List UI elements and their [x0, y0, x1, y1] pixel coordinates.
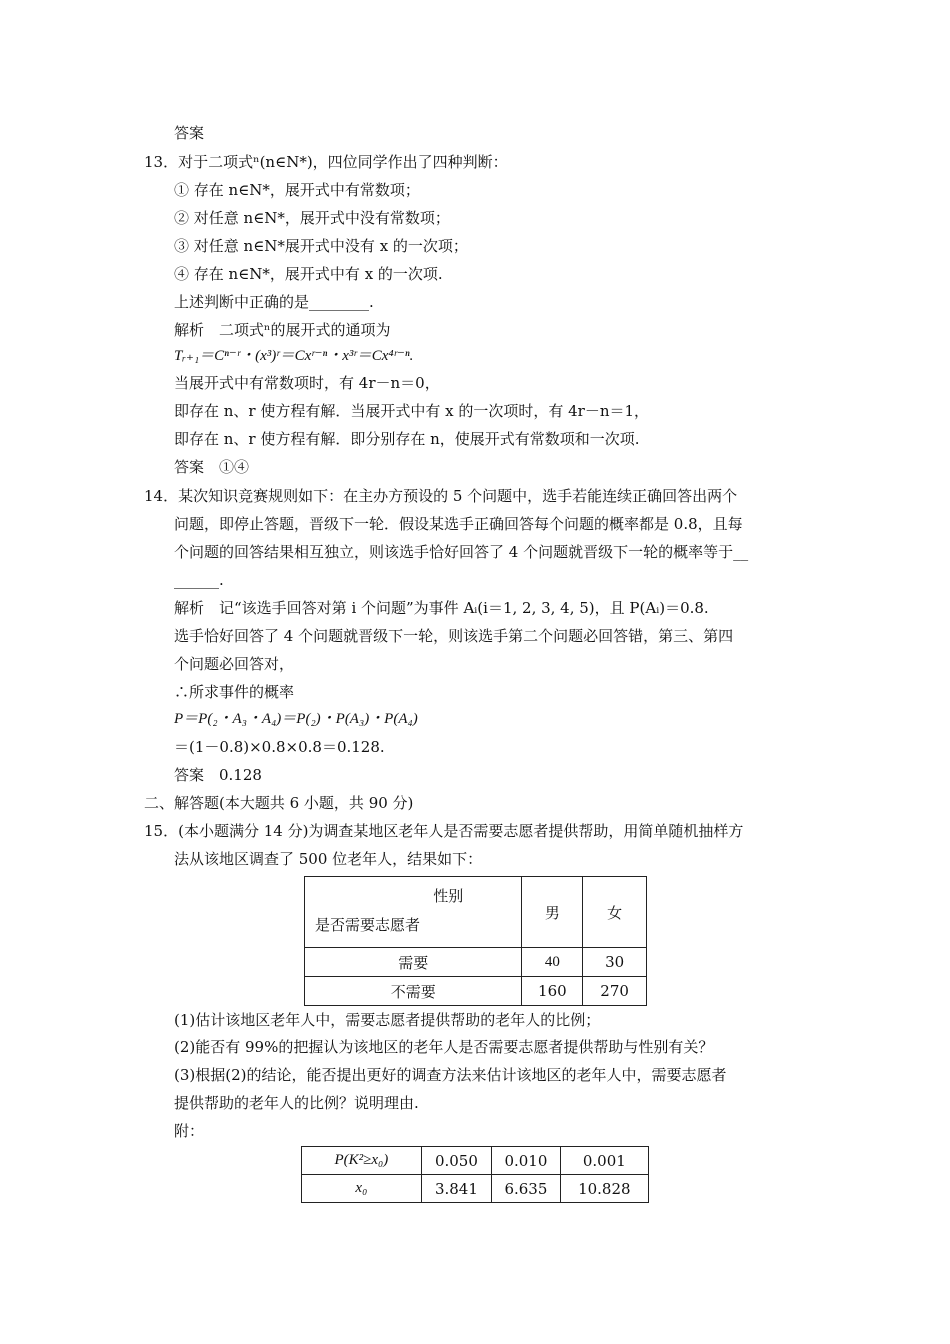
cell: 6.635: [492, 1175, 561, 1203]
q13-answer: 答案 ①④: [174, 458, 250, 476]
appendix-label: 附：: [174, 1122, 205, 1140]
cell: 3.841: [421, 1175, 491, 1203]
table-row: [305, 977, 647, 1006]
cell: 0.010: [492, 1147, 561, 1175]
cell: 0.050: [421, 1147, 491, 1175]
survey-table: [304, 876, 647, 1006]
q14-solution-line-4: ∴所求事件的概率: [174, 683, 295, 701]
q13-option-4: ④ 存在 n∈N*，展开式中有 x 的一次项.: [174, 265, 443, 283]
q15-part-1: (1)估计该地区老年人中，需要志愿者提供帮助的老年人的比例；: [174, 1011, 601, 1029]
cell-male: 160: [522, 977, 583, 1006]
q14-solution-line-2: 选手恰好回答了 4 个问题就晋级下一轮，则该选手第二个问题必回答错，第三、第四: [174, 627, 734, 645]
table-row: [302, 1175, 649, 1203]
question-14-line-4: ______.: [174, 571, 224, 589]
table-row: [305, 948, 647, 977]
question-14-line-2: 问题，即停止答题，晋级下一轮．假设某选手正确回答每个问题的概率都是 0.8，且每: [174, 515, 743, 533]
answer-label-q12: 答案: [174, 124, 205, 142]
question-14-line-1: 14．某次知识竞赛规则如下：在主办方预设的 5 个问题中，选手若能连续正确回答出两个: [144, 487, 738, 505]
row-label: x₀: [302, 1175, 422, 1203]
critical-value-table: [301, 1146, 649, 1203]
q14-solution-line-1: 解析 记“该选手回答对第 i 个问题”为事件 Aᵢ(i＝1, 2, 3, 4, 5)，且 P(Aᵢ)＝0.8.: [174, 599, 709, 617]
q14-solution-line-3: 个问题必回答对，: [174, 655, 295, 673]
q14-solution-line-6: ＝(1－0.8)×0.8×0.8＝0.128.: [174, 738, 385, 756]
q13-solution-formula: Tᵣ₊₁＝Cⁿ⁻ʳ・(x³)ʳ＝Cxʳ⁻ⁿ・x³ʳ＝Cx⁴ʳ⁻ⁿ.: [174, 348, 414, 364]
cell-female: 270: [583, 977, 647, 1006]
question-14-line-3: 个问题的回答结果相互独立，则该选手恰好回答了 4 个问题就晋级下一轮的概率等于__: [174, 543, 749, 561]
q15-part-3-line-1: (3)根据(2)的结论，能否提出更好的调查方法来估计该地区的老年人中，需要志愿者: [174, 1066, 727, 1084]
q15-part-3-line-2: 提供帮助的老年人的比例？说明理由.: [174, 1094, 419, 1112]
q13-option-2: ② 对任意 n∈N*，展开式中没有常数项；: [174, 209, 450, 227]
q13-solution-line-4: 即存在 n、r 使方程有解．当展开式中有 x 的一次项时，有 4r－n＝1，: [174, 402, 650, 420]
q13-solution-line-3: 当展开式中有常数项时，有 4r－n＝0，: [174, 374, 440, 392]
header-need-label: 是否需要志愿者: [315, 916, 421, 934]
cell-female: 30: [583, 948, 647, 977]
question-13-title: 13．对于二项式ⁿ(n∈N*)，四位同学作出了四种判断：: [144, 153, 508, 171]
q14-answer: 答案 0.128: [174, 766, 262, 784]
q13-solution-line-5: 即存在 n、r 使方程有解．即分别存在 n，使展开式有常数项和一次项.: [174, 430, 640, 448]
header-female: 女: [583, 877, 647, 948]
cell-male: 40: [522, 948, 583, 977]
row-label: 需要: [305, 948, 522, 977]
header-gender-label: 性别: [433, 887, 464, 905]
q15-part-2: (2)能否有 99%的把握认为该地区的老年人是否需要志愿者提供帮助与性别有关？: [174, 1038, 714, 1056]
q13-question: 上述判断中正确的是________.: [174, 293, 374, 311]
question-15-line-2: 法从该地区调查了 500 位老年人，结果如下：: [174, 850, 483, 868]
q13-option-3: ③ 对任意 n∈N*展开式中没有 x 的一次项；: [174, 237, 468, 255]
q14-solution-formula: P＝P(₂・A₃・A₄)＝P(₂)・P(A₃)・P(A₄): [174, 711, 418, 727]
question-15-line-1: 15．(本小题满分 14 分)为调查某地区老年人是否需要志愿者提供帮助，用简单随机抽样方: [144, 822, 744, 840]
header-male: 男: [522, 877, 583, 948]
row-label: 不需要: [305, 977, 522, 1006]
row-label: P(K²≥x₀): [302, 1147, 422, 1175]
cell: 10.828: [560, 1175, 648, 1203]
q13-option-1: ① 存在 n∈N*，展开式中有常数项；: [174, 181, 420, 199]
section-2-heading: 二、解答题(本大题共 6 小题，共 90 分): [144, 794, 414, 812]
table-header-diagonal-cell: [305, 877, 522, 948]
cell: 0.001: [560, 1147, 648, 1175]
q13-solution-line-1: 解析 二项式ⁿ的展开式的通项为: [174, 321, 391, 339]
table-row: [302, 1147, 649, 1175]
